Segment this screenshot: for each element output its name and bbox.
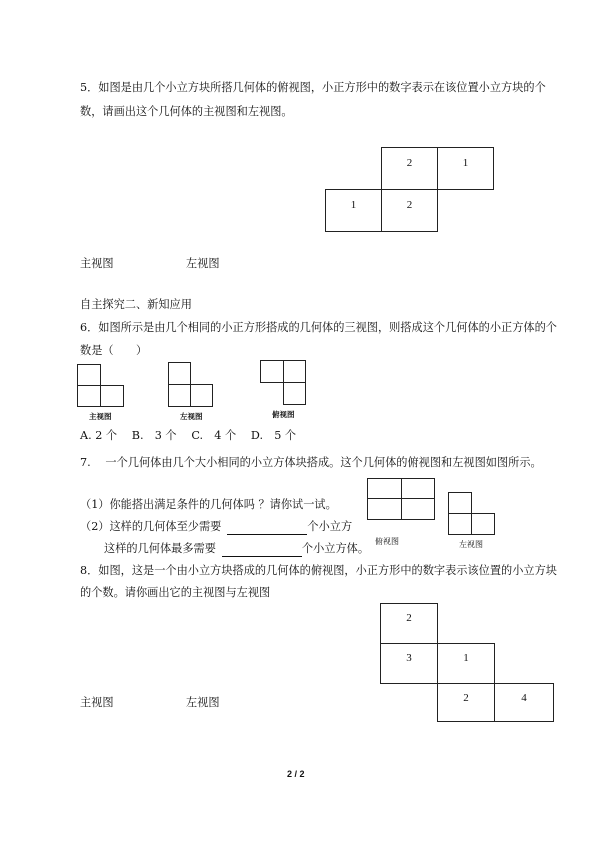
q7-sub-3-prefix: 这样的几何体最多需要 bbox=[104, 542, 216, 555]
q6-left-caption: 左视图 bbox=[180, 412, 203, 421]
q6-line-1: 6．如图所示是由几个相同的小正方形搭成的几何体的三视图，则搭成这个几何体的小正方体的个 bbox=[80, 321, 557, 334]
q5-line-1: 5．如图是由几个小立方块所搭几何体的俯视图，小正方形中的数字表示在该位置小立方块的个 bbox=[80, 81, 546, 94]
q6-top-divider bbox=[283, 360, 284, 383]
q7-left-square bbox=[471, 513, 495, 535]
q7-left-square bbox=[448, 513, 472, 535]
q7-sub-3-suffix: 个小立方体。 bbox=[301, 542, 370, 555]
q7-left-caption: 左视图 bbox=[459, 540, 483, 549]
q7-max-blank[interactable] bbox=[222, 544, 302, 557]
q5-cell-r2c2: 2 bbox=[381, 189, 438, 232]
page-number: 2 / 2 bbox=[287, 769, 305, 779]
q8-cell-r2c2: 1 bbox=[437, 643, 495, 684]
q6-left-square bbox=[168, 362, 191, 385]
q7-stem: 7. 一个几何体由几个大小相同的小立方体块搭成。这个几何体的俯视图和左视图如图所示。 bbox=[80, 456, 542, 469]
q8-cell-r1: 2 bbox=[380, 603, 438, 644]
q6-left-square bbox=[168, 384, 191, 407]
q5-left-view-label: 左视图 bbox=[186, 257, 220, 270]
q5-line-2: 数，请画出这个几何体的主视图和左视图。 bbox=[80, 105, 293, 118]
q8-cell-r2c1: 3 bbox=[380, 643, 438, 684]
q7-sub-2 bbox=[80, 519, 352, 535]
section-title: 自主探究二、新知应用 bbox=[80, 298, 192, 311]
q6-front-square bbox=[77, 364, 101, 386]
q7-top-caption: 俯视图 bbox=[375, 537, 399, 546]
q8-left-view-label: 左视图 bbox=[186, 696, 220, 709]
q6-top-caption: 俯视图 bbox=[272, 410, 295, 419]
q8-cell-r3c3: 4 bbox=[494, 683, 554, 722]
q7-top-v-divider bbox=[401, 478, 402, 520]
q6-front-square bbox=[100, 385, 124, 407]
q6-left-square bbox=[190, 384, 213, 407]
q8-line-1: 8．如图，这是一个由小立方块搭成的几何体的俯视图，小正方形中的数字表示该位置的小立方块 bbox=[80, 564, 557, 577]
q6-top-square bbox=[283, 382, 306, 405]
q7-left-square bbox=[448, 492, 472, 514]
q6-options: A. 2 个 B. 3 个 C. 4 个 D. 5 个 bbox=[80, 429, 297, 442]
q7-sub-2-prefix: （2）这样的几何体至少需要 bbox=[80, 520, 222, 533]
q5-front-view-label: 主视图 bbox=[80, 257, 114, 270]
q7-sub-1: （1）你能搭出满足条件的几何体吗 ？请你试一试。 bbox=[80, 498, 337, 511]
q6-front-square bbox=[77, 385, 101, 407]
q5-cell-r1c2: 2 bbox=[381, 147, 438, 190]
q8-line-2: 的个数。请你画出它的主视图与左视图 bbox=[80, 586, 271, 599]
q5-cell-r1c3: 1 bbox=[437, 147, 494, 190]
q7-min-blank[interactable] bbox=[227, 522, 307, 535]
q8-front-view-label: 主视图 bbox=[80, 696, 114, 709]
q8-cell-r3c2: 2 bbox=[437, 683, 495, 722]
q7-sub-2-suffix: 个小立方 bbox=[307, 520, 353, 533]
q5-cell-r2c1: 1 bbox=[325, 189, 382, 232]
q6-line-2: 数是（ ） bbox=[80, 344, 148, 357]
q6-front-caption: 主视图 bbox=[89, 412, 112, 421]
q7-sub-3 bbox=[104, 541, 369, 557]
